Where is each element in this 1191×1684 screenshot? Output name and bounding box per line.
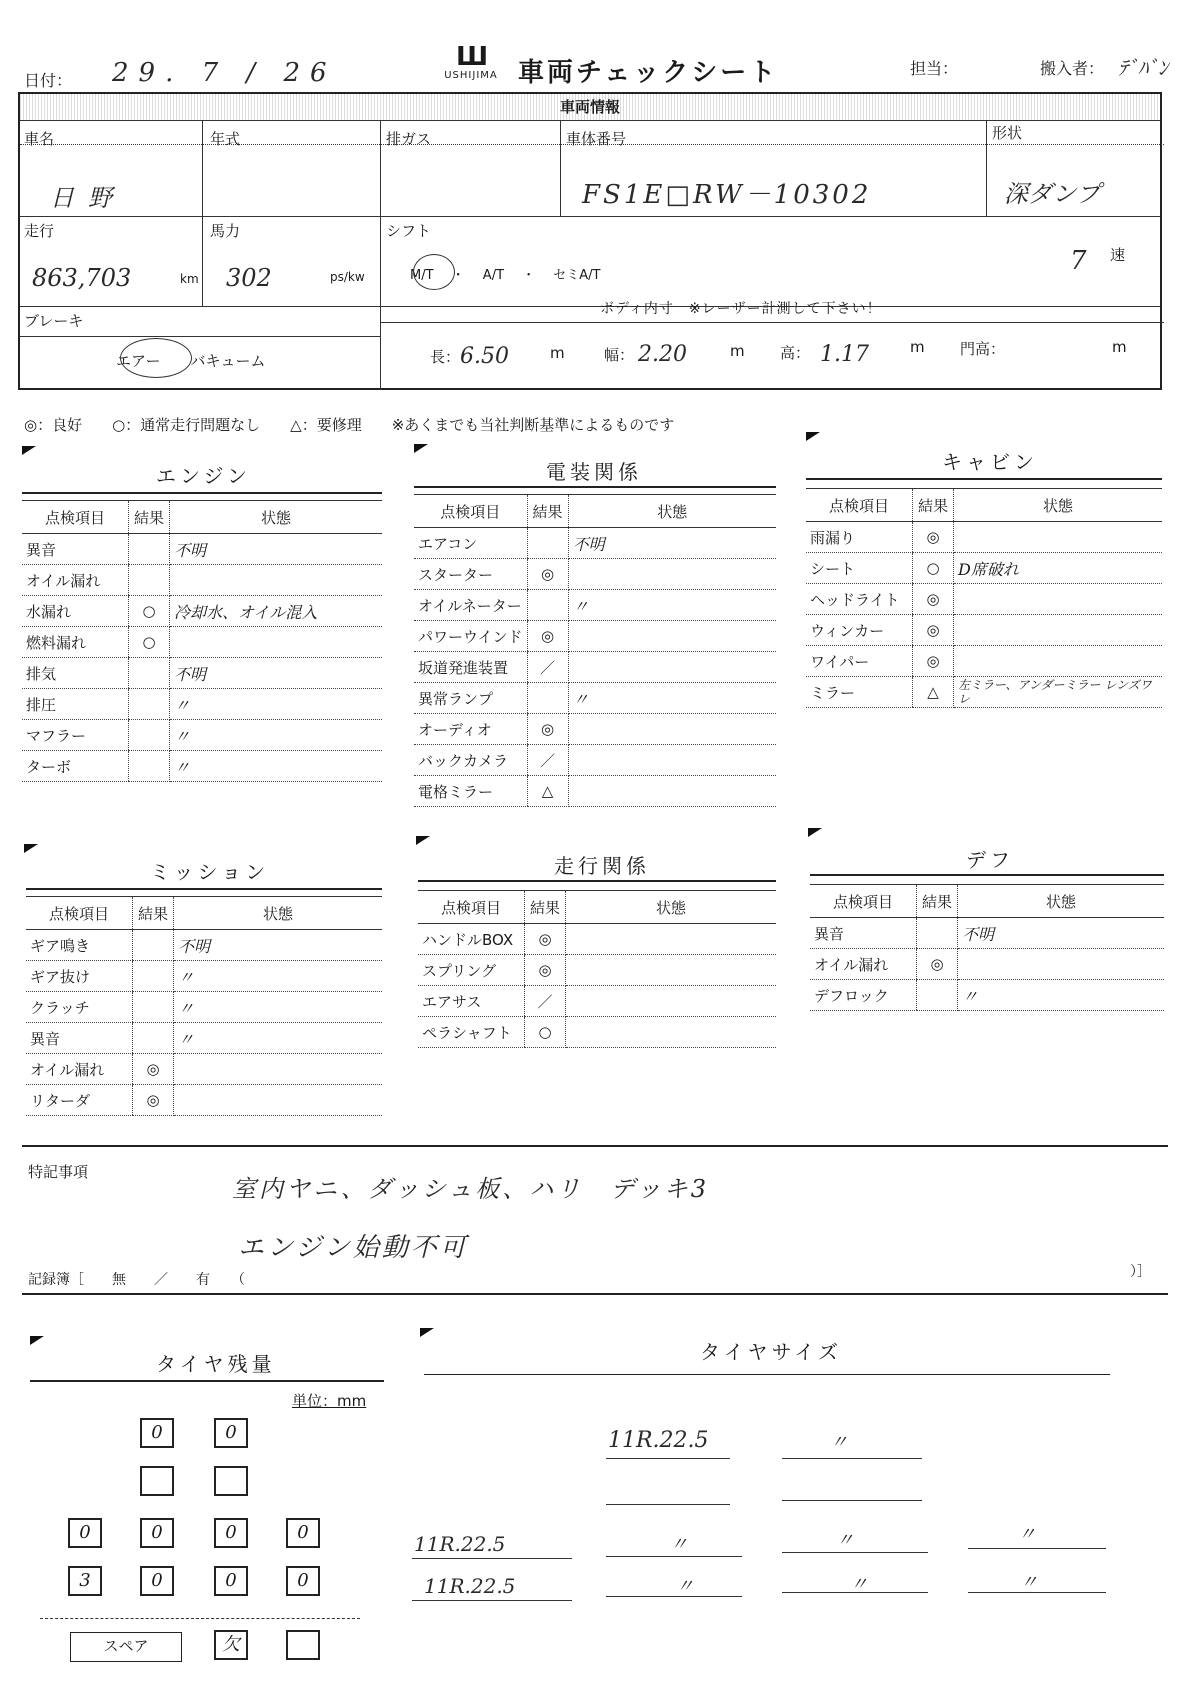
row-result[interactable]: ◎ <box>913 584 954 615</box>
row-result[interactable] <box>129 658 170 689</box>
row-item: 水漏れ <box>22 596 129 627</box>
row-item: ウィンカー <box>806 615 913 646</box>
electrical-table <box>414 494 776 807</box>
table-row <box>418 986 776 1017</box>
row-state[interactable] <box>174 1054 383 1085</box>
row-state[interactable] <box>170 565 383 596</box>
table-row <box>810 918 1164 949</box>
row-result[interactable] <box>133 930 174 961</box>
table-row <box>414 528 776 559</box>
table-row <box>26 992 382 1023</box>
row-item: スプリング <box>418 955 525 986</box>
row-state[interactable]: 不明 <box>170 534 383 565</box>
tire-second-right[interactable] <box>214 1466 248 1496</box>
table-row <box>806 553 1162 584</box>
row-state[interactable]: 不明 <box>174 930 383 961</box>
height-label: 高： <box>780 344 811 362</box>
engine-title: エンジン <box>156 464 251 488</box>
mileage-unit: km <box>180 272 199 286</box>
row-state[interactable] <box>174 1085 383 1116</box>
mileage-label: 走行 <box>24 222 55 240</box>
row-result[interactable]: ／ <box>525 986 566 1017</box>
row-state[interactable] <box>568 776 776 807</box>
date-label: 日付： <box>24 71 73 90</box>
diff-table <box>810 884 1164 1011</box>
table-row <box>22 565 382 596</box>
tire-rear2-inner-right[interactable]: 0 <box>214 1566 248 1596</box>
col-item: 点検項目 <box>26 897 133 930</box>
table-row <box>22 627 382 658</box>
row-result[interactable]: ◎ <box>913 522 954 553</box>
row-state[interactable]: 〃 <box>170 689 383 720</box>
tire-remaining-title: タイヤ残量 <box>156 1352 276 1376</box>
section-flag-icon <box>806 432 820 441</box>
row-result[interactable] <box>917 980 958 1011</box>
row-state[interactable] <box>566 924 777 955</box>
tire-size-front-2[interactable]: 〃 <box>830 1432 848 1453</box>
row-result[interactable]: △ <box>527 776 568 807</box>
emission-label: 排ガス <box>386 130 432 148</box>
section-flag-icon <box>30 1336 44 1345</box>
row-result[interactable] <box>129 689 170 720</box>
table-row <box>22 658 382 689</box>
row-item: 異音 <box>26 1023 133 1054</box>
row-result[interactable] <box>129 534 170 565</box>
table-row <box>806 522 1162 553</box>
row-state[interactable] <box>566 1017 777 1048</box>
col-state: 状態 <box>954 489 1163 522</box>
row-item: ギア抜け <box>26 961 133 992</box>
table-row <box>810 980 1164 1011</box>
row-state[interactable]: 左ミラー、アンダーミラー レンズワレ <box>954 677 1163 708</box>
engine-table <box>22 500 382 782</box>
table-row <box>22 534 382 565</box>
notes-line-2[interactable]: エンジン始動不可 <box>238 1233 469 1263</box>
length-unit: m <box>550 344 565 362</box>
col-item: 点検項目 <box>810 885 917 918</box>
length-label: 長： <box>430 348 461 366</box>
row-item: マフラー <box>22 720 129 751</box>
row-item: オイル漏れ <box>810 949 917 980</box>
table-row <box>22 689 382 720</box>
carrier-label: 搬入者： <box>1040 59 1105 78</box>
tire-size-rear2-2[interactable]: 〃 <box>676 1576 694 1597</box>
row-item: バックカメラ <box>414 745 527 776</box>
row-item: スターター <box>414 559 527 590</box>
row-result[interactable]: △ <box>913 677 954 708</box>
power-value[interactable]: 302 <box>226 264 272 292</box>
running-title: 走行関係 <box>554 854 650 878</box>
row-state[interactable]: 冷却水、オイル混入 <box>170 596 383 627</box>
table-row <box>418 924 776 955</box>
notes-label: 特記事項 <box>28 1163 89 1181</box>
tire-rear2-outer-right[interactable]: 0 <box>286 1566 320 1596</box>
row-result[interactable]: ◎ <box>913 615 954 646</box>
record-book-label: 記録簿［ 無 ／ 有 （ <box>28 1272 245 1288</box>
notes-line-1[interactable]: 室内ヤニ、ダッシュ板、ハリ デッキ3 <box>232 1175 710 1203</box>
cabin-title: キャビン <box>942 450 1038 474</box>
col-item: 点検項目 <box>414 495 527 528</box>
section-flag-icon <box>22 446 36 455</box>
row-result[interactable] <box>129 751 170 782</box>
tire-second-left[interactable] <box>140 1466 174 1496</box>
row-result[interactable] <box>527 590 568 621</box>
row-result[interactable]: ／ <box>527 745 568 776</box>
col-item: 点検項目 <box>806 489 913 522</box>
row-item: エアコン <box>414 528 527 559</box>
row-item: オイル漏れ <box>26 1054 133 1085</box>
row-item: ハンドルBOX <box>418 924 525 955</box>
col-result: 結果 <box>527 495 568 528</box>
chassis-label: 車体番号 <box>566 130 627 148</box>
row-result[interactable]: ◎ <box>133 1085 174 1116</box>
special-notes-box <box>22 1145 1168 1295</box>
row-result[interactable] <box>133 961 174 992</box>
diff-title: デフ <box>966 848 1014 872</box>
row-state[interactable] <box>954 522 1163 553</box>
row-item: 異音 <box>810 918 917 949</box>
row-state[interactable]: 〃 <box>958 980 1165 1011</box>
tire-spare-1[interactable]: 欠 <box>214 1630 248 1660</box>
row-item: 電格ミラー <box>414 776 527 807</box>
shape-label: 形状 <box>992 124 1023 142</box>
table-row <box>806 615 1162 646</box>
table-row <box>26 1085 382 1116</box>
chassis-value[interactable]: FS1E□RW－10302 <box>582 180 872 210</box>
table-row <box>26 1054 382 1085</box>
running-table <box>418 890 776 1048</box>
row-result[interactable]: ○ <box>129 627 170 658</box>
height-unit: m <box>910 338 925 356</box>
row-item: エアサス <box>418 986 525 1017</box>
row-state[interactable] <box>170 627 383 658</box>
tire-size-front-1[interactable]: 11R.22.5 <box>608 1428 709 1453</box>
col-state: 状態 <box>170 501 383 534</box>
row-result[interactable]: ／ <box>527 652 568 683</box>
row-item: 異音 <box>22 534 129 565</box>
power-unit: ps/kw <box>330 270 365 284</box>
col-state: 状態 <box>568 495 776 528</box>
row-state[interactable] <box>568 559 776 590</box>
row-result[interactable]: ◎ <box>917 949 958 980</box>
tire-rear1-outer-right[interactable]: 0 <box>286 1518 320 1548</box>
col-item: 点検項目 <box>418 891 525 924</box>
tire-size-rear1-1[interactable]: 11R.22.5 <box>414 1532 506 1556</box>
cabin-table <box>806 488 1162 708</box>
row-result[interactable]: ◎ <box>913 646 954 677</box>
col-result: 結果 <box>525 891 566 924</box>
logo-text: USHIJIMA <box>444 70 498 81</box>
row-item: 排圧 <box>22 689 129 720</box>
section-flag-icon <box>24 844 38 853</box>
row-state[interactable]: 〃 <box>174 992 383 1023</box>
row-item: ターボ <box>22 751 129 782</box>
tire-spare-2[interactable] <box>286 1630 320 1660</box>
tire-unit-label: 単位：mm <box>292 1392 367 1410</box>
mileage-value[interactable]: 863,703 <box>32 264 132 292</box>
vehicle-info-box <box>18 92 1162 390</box>
tire-size-rear2-3[interactable]: 〃 <box>850 1574 868 1595</box>
row-state[interactable]: 不明 <box>958 918 1165 949</box>
row-result[interactable]: ◎ <box>527 621 568 652</box>
row-item: デフロック <box>810 980 917 1011</box>
width-value[interactable]: 2.20 <box>638 342 687 367</box>
gears-unit: 速 <box>1110 246 1126 264</box>
row-state[interactable] <box>568 714 776 745</box>
row-state[interactable] <box>568 621 776 652</box>
row-result[interactable]: ○ <box>129 596 170 627</box>
row-result[interactable] <box>917 918 958 949</box>
date-value[interactable]: 29. 7 / 26 <box>112 58 337 88</box>
vehicle-section-title: 車両情報 <box>559 98 620 116</box>
logo-mark-icon: Ш <box>455 42 487 72</box>
carrier-value[interactable]: ﾃﾞﾊﾞﾝ <box>1118 56 1168 80</box>
row-state[interactable]: 〃 <box>174 1023 383 1054</box>
height-value[interactable]: 1.17 <box>820 342 869 367</box>
tire-size-rear2-1[interactable]: 11R.22.5 <box>424 1574 516 1598</box>
row-item: オーディオ <box>414 714 527 745</box>
row-state[interactable]: 不明 <box>568 528 776 559</box>
table-row <box>806 584 1162 615</box>
gate-height-label: 門高： <box>960 340 1006 358</box>
col-state: 状態 <box>958 885 1165 918</box>
staff-label: 担当： <box>910 59 959 78</box>
col-result: 結果 <box>129 501 170 534</box>
row-state[interactable] <box>566 986 777 1017</box>
record-book-end: ）］ <box>1130 1264 1151 1280</box>
table-row <box>414 590 776 621</box>
col-result: 結果 <box>913 489 954 522</box>
section-flag-icon <box>808 828 822 837</box>
row-state[interactable]: D席破れ <box>954 553 1163 584</box>
row-result[interactable]: ◎ <box>527 714 568 745</box>
body-dimension-note: ボディ内寸 ※レーザー計測して下さい！ <box>600 301 882 317</box>
row-item: ギア鳴き <box>26 930 133 961</box>
row-state[interactable] <box>568 745 776 776</box>
rating-legend: ◎：良好 ○：通常走行問題なし △：要修理 ※あくまでも当社判断基準によるものです <box>24 416 675 434</box>
table-row <box>26 1023 382 1054</box>
col-state: 状態 <box>566 891 777 924</box>
table-row <box>414 745 776 776</box>
col-result: 結果 <box>917 885 958 918</box>
table-row <box>418 1017 776 1048</box>
table-row <box>810 949 1164 980</box>
row-state[interactable]: 〃 <box>568 590 776 621</box>
table-row <box>22 720 382 751</box>
table-row <box>414 652 776 683</box>
brake-label: ブレーキ <box>24 312 84 330</box>
row-state[interactable] <box>566 955 777 986</box>
row-result[interactable]: ◎ <box>525 955 566 986</box>
width-label: 幅： <box>604 346 635 364</box>
row-result[interactable]: ◎ <box>527 559 568 590</box>
row-result[interactable] <box>129 720 170 751</box>
col-result: 結果 <box>133 897 174 930</box>
row-state[interactable]: 〃 <box>170 720 383 751</box>
table-row <box>414 559 776 590</box>
row-result[interactable]: ◎ <box>525 924 566 955</box>
row-result[interactable]: ○ <box>525 1017 566 1048</box>
row-state[interactable]: 〃 <box>568 683 776 714</box>
tire-rear1-inner-left[interactable]: 0 <box>140 1518 174 1548</box>
row-state[interactable] <box>568 652 776 683</box>
tire-size-rear2-4[interactable]: 〃 <box>1020 1572 1038 1593</box>
table-row <box>414 714 776 745</box>
row-state[interactable] <box>954 646 1163 677</box>
row-item: 燃料漏れ <box>22 627 129 658</box>
row-item: 排気 <box>22 658 129 689</box>
row-item: オイルネーター <box>414 590 527 621</box>
tire-front-left[interactable]: 0 <box>140 1418 174 1448</box>
page-title: 車両チェックシート <box>518 58 779 88</box>
tire-rear2-inner-left[interactable]: 0 <box>140 1566 174 1596</box>
row-state[interactable]: 不明 <box>170 658 383 689</box>
tire-rear1-outer-left[interactable]: 0 <box>68 1518 102 1548</box>
year-label: 年式 <box>210 130 241 148</box>
table-row <box>414 621 776 652</box>
row-result[interactable] <box>527 683 568 714</box>
table-row <box>26 961 382 992</box>
row-item: クラッチ <box>26 992 133 1023</box>
gate-height-unit: m <box>1112 338 1127 356</box>
row-state[interactable] <box>954 584 1163 615</box>
table-row <box>806 646 1162 677</box>
table-row <box>418 955 776 986</box>
shape-value[interactable]: 深ダンプ <box>1004 180 1101 208</box>
tire-front-right[interactable]: 0 <box>214 1418 248 1448</box>
mission-table <box>26 896 382 1116</box>
section-flag-icon <box>416 836 430 845</box>
brake-options: エアー バキューム <box>116 352 266 370</box>
row-item: ペラシャフト <box>418 1017 525 1048</box>
row-item: ヘッドライト <box>806 584 913 615</box>
shift-label: シフト <box>386 222 432 240</box>
row-item: オイル漏れ <box>22 565 129 596</box>
width-unit: m <box>730 342 745 360</box>
row-item: ワイパー <box>806 646 913 677</box>
table-row <box>414 683 776 714</box>
electrical-title: 電装関係 <box>546 460 642 484</box>
company-logo <box>440 44 502 81</box>
maker-label: 車名 <box>24 130 55 148</box>
tire-size-rear1-2[interactable]: 〃 <box>670 1534 688 1555</box>
row-state[interactable]: 〃 <box>170 751 383 782</box>
power-label: 馬力 <box>210 222 241 240</box>
tire-rear2-outer-left[interactable]: 3 <box>68 1566 102 1596</box>
table-row <box>22 751 382 782</box>
tire-rear1-inner-right[interactable]: 0 <box>214 1518 248 1548</box>
length-value[interactable]: 6.50 <box>460 344 509 369</box>
table-row <box>806 677 1162 708</box>
row-result[interactable] <box>133 992 174 1023</box>
brake-selected-circle-icon <box>120 338 192 378</box>
row-result[interactable]: ◎ <box>133 1054 174 1085</box>
table-row <box>26 930 382 961</box>
row-state[interactable] <box>958 949 1165 980</box>
col-state: 状態 <box>174 897 383 930</box>
col-item: 点検項目 <box>22 501 129 534</box>
row-result[interactable] <box>129 565 170 596</box>
shift-selected-circle-icon <box>413 254 455 290</box>
row-item: シート <box>806 553 913 584</box>
row-result[interactable] <box>527 528 568 559</box>
row-item: パワーウインド <box>414 621 527 652</box>
row-state[interactable]: 〃 <box>174 961 383 992</box>
table-row <box>414 776 776 807</box>
row-item: リターダ <box>26 1085 133 1116</box>
row-result[interactable] <box>133 1023 174 1054</box>
shift-options: M/T ・ A/T ・ セミA/T <box>410 268 601 283</box>
spare-label: スペア <box>70 1632 182 1662</box>
gears-value[interactable]: 7 <box>1070 246 1087 276</box>
mission-title: ミッション <box>150 860 270 884</box>
tire-size-rear1-4[interactable]: 〃 <box>1018 1524 1036 1545</box>
row-item: ミラー <box>806 677 913 708</box>
table-row <box>22 596 382 627</box>
section-flag-icon <box>414 444 428 453</box>
maker-value[interactable]: 日野 <box>50 184 126 212</box>
row-item: 雨漏り <box>806 522 913 553</box>
section-flag-icon <box>420 1328 434 1337</box>
tire-size-title: タイヤサイズ <box>700 1340 842 1364</box>
row-result[interactable]: ○ <box>913 553 954 584</box>
tire-size-rear1-3[interactable]: 〃 <box>836 1530 854 1551</box>
row-item: 坂道発進装置 <box>414 652 527 683</box>
row-state[interactable] <box>954 615 1163 646</box>
row-item: 異常ランプ <box>414 683 527 714</box>
